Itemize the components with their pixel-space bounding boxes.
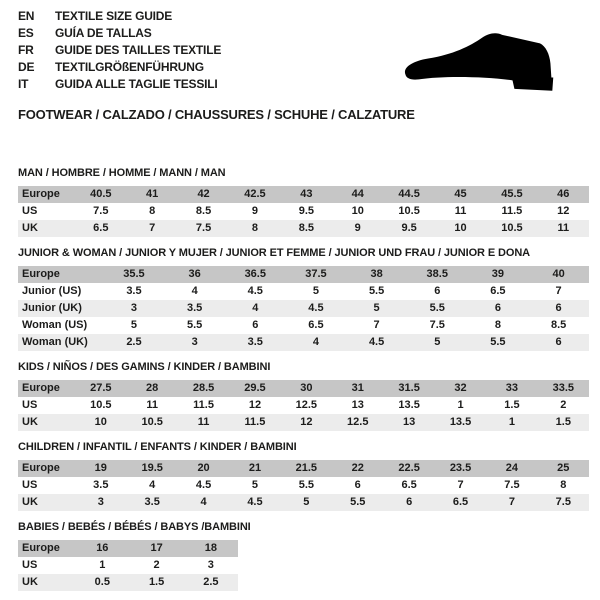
size-value: 6.5 xyxy=(490,285,506,297)
size-value: 3 xyxy=(104,300,165,317)
size-value: 18 xyxy=(184,540,238,557)
size-value: 5 xyxy=(407,334,468,351)
size-value: 1.5 xyxy=(504,399,520,411)
size-value: 43 xyxy=(281,186,332,203)
size-value: 6 xyxy=(383,494,434,511)
size-value: 10 xyxy=(351,205,364,217)
size-value: 11 xyxy=(538,220,589,237)
size-value: 25 xyxy=(538,460,589,477)
size-value: 31 xyxy=(332,380,383,397)
size-value: 38.5 xyxy=(407,266,468,283)
size-value: 35.5 xyxy=(104,266,165,283)
size-table xyxy=(18,186,589,237)
row-label: US xyxy=(22,205,38,217)
row-label: Junior (UK) xyxy=(18,300,104,317)
section-title: KIDS / NIÑOS / DES GAMINS / KINDER / BAMBINI xyxy=(18,361,271,373)
size-value: 13.5 xyxy=(398,399,420,411)
size-value: 7.5 xyxy=(93,205,109,217)
size-value: 5.5 xyxy=(298,479,314,491)
category-title: FOOTWEAR / CALZADO / CHAUSSURES / SCHUHE / CALZATURE xyxy=(18,107,415,122)
size-value: 36.5 xyxy=(225,266,286,283)
size-value: 4.5 xyxy=(229,494,280,511)
size-value: 11 xyxy=(454,205,467,217)
size-value: 16 xyxy=(75,540,129,557)
row-label: Europe xyxy=(18,380,75,397)
size-value: 6 xyxy=(354,479,361,491)
size-value: 13.5 xyxy=(435,414,486,431)
size-value: 45.5 xyxy=(486,186,537,203)
size-value: 21 xyxy=(229,460,280,477)
size-table xyxy=(18,266,589,351)
size-value: 1 xyxy=(457,399,464,411)
size-value: 9 xyxy=(332,220,383,237)
size-value: 4.5 xyxy=(195,479,212,491)
size-value: 6 xyxy=(468,300,529,317)
size-value: 22.5 xyxy=(383,460,434,477)
size-value: 19.5 xyxy=(126,460,177,477)
row-label: US xyxy=(22,559,38,571)
size-value: 2.5 xyxy=(184,574,238,591)
size-value: 42.5 xyxy=(229,186,280,203)
language-code: IT xyxy=(18,77,29,91)
size-value: 11 xyxy=(178,414,229,431)
size-value: 4 xyxy=(286,334,347,351)
size-value: 2.5 xyxy=(104,334,165,351)
size-value: 38 xyxy=(346,266,407,283)
language-title: TEXTILGRÖßENFÜHRUNG xyxy=(55,60,204,74)
size-value: 20 xyxy=(178,460,229,477)
size-value: 37.5 xyxy=(286,266,347,283)
size-value: 41 xyxy=(126,186,177,203)
size-value: 23.5 xyxy=(435,460,486,477)
size-value: 11.5 xyxy=(193,399,214,411)
size-value: 5.5 xyxy=(368,285,385,297)
size-value: 5.5 xyxy=(468,334,529,351)
size-value: 1.5 xyxy=(538,414,589,431)
size-value: 8 xyxy=(560,479,567,491)
row-label: Woman (US) xyxy=(22,319,88,331)
size-value: 45 xyxy=(435,186,486,203)
size-value: 4.5 xyxy=(346,334,407,351)
size-value: 12.5 xyxy=(332,414,383,431)
size-value: 7 xyxy=(457,479,464,491)
size-value: 22 xyxy=(332,460,383,477)
size-value: 1 xyxy=(486,414,537,431)
size-value: 1 xyxy=(99,559,106,571)
size-value: 10.5 xyxy=(90,399,112,411)
size-value: 33 xyxy=(486,380,537,397)
size-value: 4 xyxy=(178,494,229,511)
size-value: 3.5 xyxy=(126,494,177,511)
size-value: 12 xyxy=(281,414,332,431)
size-table xyxy=(18,460,589,511)
size-value: 9.5 xyxy=(298,205,314,217)
size-value: 3 xyxy=(75,494,126,511)
size-value: 6.5 xyxy=(308,319,324,331)
size-value: 5 xyxy=(130,319,138,331)
size-value: 5.5 xyxy=(407,300,468,317)
size-value: 33.5 xyxy=(538,380,589,397)
size-value: 2 xyxy=(153,559,160,571)
table-row xyxy=(18,460,589,477)
size-value: 7 xyxy=(486,494,537,511)
size-value: 8 xyxy=(149,205,156,217)
size-value: 13 xyxy=(383,414,434,431)
table-row xyxy=(18,334,589,351)
row-label: Europe xyxy=(18,540,75,557)
size-value: 1.5 xyxy=(129,574,183,591)
size-table-section xyxy=(18,167,589,237)
size-value: 4.5 xyxy=(247,285,263,297)
size-value: 46 xyxy=(538,186,589,203)
size-table-section xyxy=(18,361,589,431)
size-value: 19 xyxy=(75,460,126,477)
size-value: 0.5 xyxy=(75,574,129,591)
table-row xyxy=(18,557,238,574)
row-label: Europe xyxy=(18,266,104,283)
size-value: 6 xyxy=(528,300,589,317)
table-row xyxy=(18,380,589,397)
row-label: Europe xyxy=(18,460,75,477)
table-row xyxy=(18,283,589,300)
size-value: 5.5 xyxy=(332,494,383,511)
language-code: ES xyxy=(18,26,34,40)
size-table-section xyxy=(18,441,589,511)
size-value: 9.5 xyxy=(383,220,434,237)
size-value: 3 xyxy=(164,334,225,351)
size-value: 13 xyxy=(351,399,364,411)
size-value: 3.5 xyxy=(126,285,142,297)
size-value: 10 xyxy=(435,220,486,237)
size-value: 5 xyxy=(281,494,332,511)
table-row xyxy=(18,203,589,220)
size-value: 5 xyxy=(312,285,319,297)
size-value: 7 xyxy=(126,220,177,237)
table-row xyxy=(18,494,589,511)
table-row xyxy=(18,300,589,317)
size-value: 11 xyxy=(146,399,158,411)
size-value: 40.5 xyxy=(75,186,126,203)
size-value: 6 xyxy=(434,285,441,297)
size-table-section xyxy=(18,521,589,591)
row-label: Europe xyxy=(18,186,75,203)
size-value: 17 xyxy=(129,540,183,557)
size-table xyxy=(18,380,589,431)
size-value: 3 xyxy=(207,559,214,571)
size-value: 3.5 xyxy=(93,479,109,491)
size-value: 3.5 xyxy=(164,300,225,317)
size-value: 7.5 xyxy=(178,220,229,237)
size-value: 40 xyxy=(528,266,589,283)
size-value: 28 xyxy=(126,380,177,397)
size-value: 10.5 xyxy=(126,414,177,431)
table-row xyxy=(18,266,589,283)
size-value: 39 xyxy=(468,266,529,283)
row-label: Woman (UK) xyxy=(18,334,104,351)
row-label: Junior (US) xyxy=(22,285,82,297)
size-value: 30 xyxy=(281,380,332,397)
size-value: 5.5 xyxy=(186,319,203,331)
size-value: 6 xyxy=(528,334,589,351)
size-value: 11.5 xyxy=(501,205,523,217)
size-value: 7 xyxy=(373,319,380,331)
size-value: 27.5 xyxy=(75,380,126,397)
size-value: 12 xyxy=(248,399,262,411)
size-value: 24 xyxy=(486,460,537,477)
size-value: 8 xyxy=(494,319,501,331)
size-value: 4 xyxy=(225,300,286,317)
size-tables xyxy=(18,167,589,591)
table-row xyxy=(18,414,589,431)
size-value: 7.5 xyxy=(504,479,520,491)
size-value: 3.5 xyxy=(225,334,286,351)
section-title: JUNIOR & WOMAN / JUNIOR Y MUJER / JUNIOR ET FEMME / JUNIOR UND FRAU / JUNIOR E DONA xyxy=(18,247,531,259)
row-label: US xyxy=(22,479,38,491)
size-value: 8.5 xyxy=(281,220,332,237)
table-row xyxy=(18,317,589,334)
size-value: 10.5 xyxy=(486,220,537,237)
size-value: 8 xyxy=(229,220,280,237)
size-value: 5 xyxy=(251,479,259,491)
language-title: TEXTILE SIZE GUIDE xyxy=(55,9,173,23)
size-table-section xyxy=(18,247,589,351)
size-value: 6.5 xyxy=(435,494,486,511)
table-row xyxy=(18,220,589,237)
size-value: 6.5 xyxy=(401,479,417,491)
size-value: 29.5 xyxy=(229,380,280,397)
size-value: 10.5 xyxy=(398,205,420,217)
language-code: EN xyxy=(18,9,35,23)
row-label: UK xyxy=(18,220,75,237)
size-value: 8.5 xyxy=(195,205,212,217)
size-value: 6 xyxy=(252,319,259,331)
row-label: US xyxy=(22,399,38,411)
size-value: 4 xyxy=(149,479,156,491)
size-value: 12 xyxy=(557,205,570,217)
size-value: 44.5 xyxy=(383,186,434,203)
section-title: BABIES / BEBÉS / BÉBÉS / BABYS /BAMBINI xyxy=(18,521,251,533)
size-value: 31.5 xyxy=(383,380,434,397)
size-value: 7.5 xyxy=(538,494,589,511)
size-value: 4.5 xyxy=(286,300,347,317)
section-title: CHILDREN / INFANTIL / ENFANTS / KINDER / BAMBINI xyxy=(18,441,297,453)
size-value: 7 xyxy=(555,285,562,297)
language-code: DE xyxy=(18,60,35,74)
row-label: UK xyxy=(18,494,75,511)
size-value: 7.5 xyxy=(429,319,445,331)
language-title: GUIDA ALLE TAGLIE TESSILI xyxy=(55,77,218,91)
size-value: 44 xyxy=(332,186,383,203)
size-value: 4 xyxy=(191,285,198,297)
table-row xyxy=(18,397,589,414)
size-value: 8.5 xyxy=(550,319,567,331)
row-label: UK xyxy=(18,574,75,591)
table-row xyxy=(18,540,238,557)
size-value: 9 xyxy=(251,205,259,217)
shoe-icon xyxy=(396,14,576,104)
size-value: 5 xyxy=(346,300,407,317)
language-code: FR xyxy=(18,43,34,57)
size-value: 6.5 xyxy=(75,220,126,237)
size-value: 21.5 xyxy=(281,460,332,477)
section-title: MAN / HOMBRE / HOMME / MANN / MAN xyxy=(18,167,226,179)
size-table xyxy=(18,540,238,591)
row-label: UK xyxy=(18,414,75,431)
table-row xyxy=(18,477,589,494)
table-row xyxy=(18,574,238,591)
size-value: 11.5 xyxy=(229,414,280,431)
size-value: 28.5 xyxy=(178,380,229,397)
table-row xyxy=(18,186,589,203)
size-value: 10 xyxy=(75,414,126,431)
language-title: GUIDE DES TAILLES TEXTILE xyxy=(55,43,222,57)
size-value: 2 xyxy=(560,399,567,411)
size-value: 42 xyxy=(178,186,229,203)
size-value: 32 xyxy=(435,380,486,397)
size-value: 36 xyxy=(164,266,225,283)
language-title: GUÍA DE TALLAS xyxy=(55,26,152,40)
size-value: 12.5 xyxy=(295,399,318,411)
